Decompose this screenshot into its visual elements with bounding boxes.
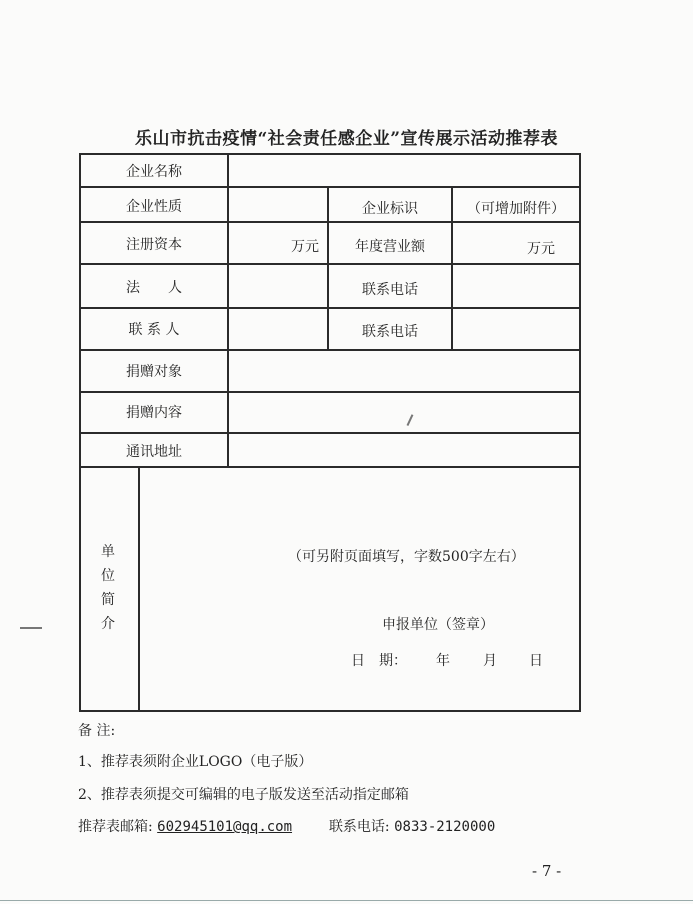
reg-capital-unit: 万元 [291, 239, 319, 255]
intro-hint: （可另附页面填写，字数500字左右） [288, 549, 525, 565]
company-intro-field[interactable] [140, 468, 579, 710]
page-number: - 7 - [532, 862, 562, 880]
note-item-1: 1、推荐表须附企业LOGO（电子版） [78, 754, 313, 770]
company-logo-label: 企业标识 [362, 201, 418, 217]
phone-field-1[interactable] [453, 265, 579, 307]
legal-rep-field[interactable] [229, 265, 327, 307]
legal-rep-label: 法 人 [126, 280, 182, 296]
annual-revenue-unit: 万元 [527, 241, 555, 257]
reg-capital-label: 注册资本 [126, 237, 182, 253]
phone-value: 0833-2120000 [394, 819, 496, 835]
address-field[interactable] [229, 434, 579, 466]
year-label: 年 [436, 653, 450, 669]
donation-target-label: 捐赠对象 [126, 364, 182, 380]
company-type-label: 企业性质 [126, 199, 182, 215]
date-label: 日 期： [351, 653, 407, 669]
phone-field-2[interactable] [453, 309, 579, 349]
contact-line [78, 816, 495, 836]
email-label: 推荐表邮箱: [78, 819, 153, 835]
donation-target-field[interactable] [229, 351, 579, 391]
note-item-2: 2、推荐表须提交可编辑的电子版发送至活动指定邮箱 [78, 787, 409, 803]
day-label: 日 [529, 653, 543, 669]
company-intro-label: 单 位 简 介 [101, 544, 115, 632]
contact-field[interactable] [229, 309, 327, 349]
contact-label: 联 系 人 [128, 322, 180, 338]
form-title: 乐山市抗击疫情“社会责任感企业”宣传展示活动推荐表 [134, 129, 559, 149]
company-logo-hint: （可增加附件） [467, 201, 565, 217]
phone-label: 联系电话: [328, 819, 390, 835]
phone-label-2: 联系电话 [362, 324, 418, 340]
notes-heading: 备 注: [78, 723, 116, 739]
applicant-label: 申报单位（签章） [382, 617, 494, 633]
company-name-label: 企业名称 [126, 164, 182, 180]
company-type-field[interactable] [229, 188, 327, 221]
phone-label-1: 联系电话 [362, 282, 418, 298]
address-label: 通讯地址 [126, 444, 182, 460]
donation-content-label: 捐赠内容 [126, 405, 182, 421]
company-name-field[interactable] [229, 155, 579, 186]
month-label: 月 [483, 653, 497, 669]
bottom-edge [0, 900, 693, 901]
donation-content-field[interactable] [229, 393, 579, 432]
email-link[interactable]: 602945101@qq.com [157, 819, 293, 835]
scan-mark [20, 627, 42, 629]
annual-revenue-label: 年度营业额 [355, 239, 425, 255]
